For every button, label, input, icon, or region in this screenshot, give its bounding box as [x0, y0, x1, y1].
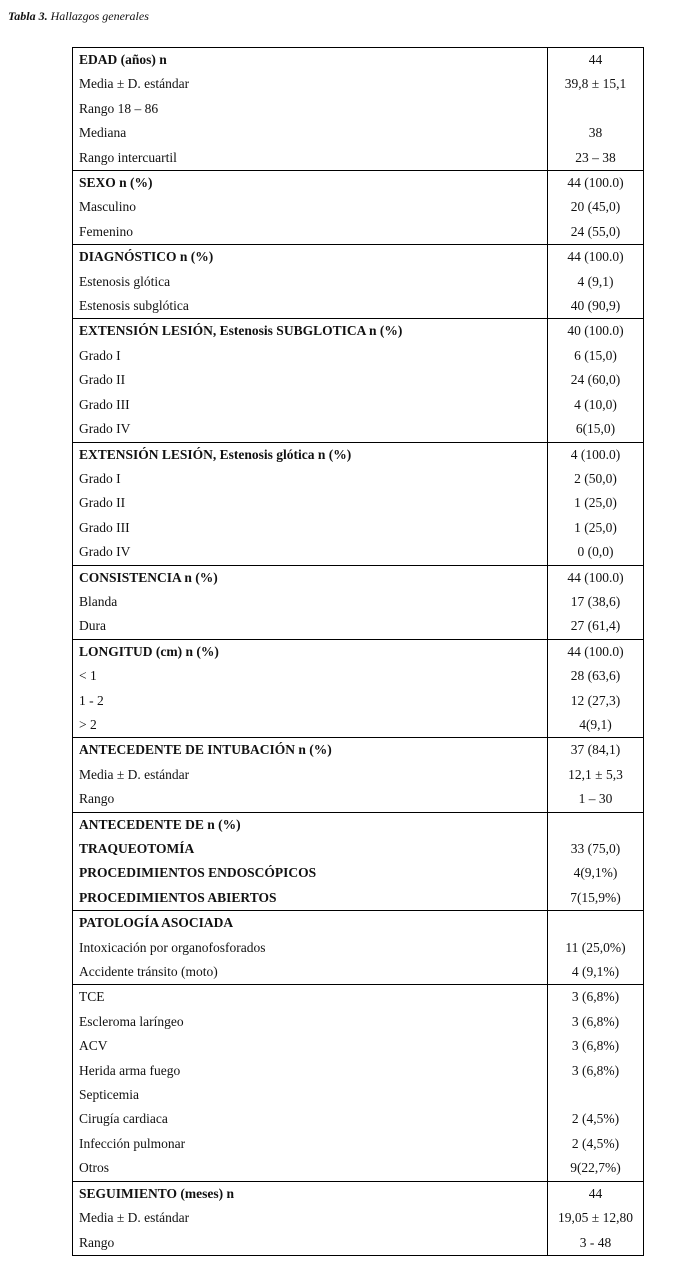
row-label: Intoxicación por organofosforados [79, 939, 266, 955]
row-label: SEXO n (%) [73, 171, 548, 196]
row-value: 37 (84,1) [548, 738, 644, 763]
table-row [73, 1083, 644, 1107]
table-row [73, 1231, 644, 1256]
row-label: EDAD (años) n [79, 52, 167, 67]
row-value: 33 (75,0) [548, 837, 644, 861]
row-value: 4 (100.0) [548, 442, 644, 467]
row-label: Blanda [79, 593, 118, 609]
row-label: Grado IV [79, 544, 131, 560]
row-label: EXTENSIÓN LESIÓN, Estenosis SUBGLOTICA n (%) [73, 319, 548, 344]
row-value: 11 (25,0%) [548, 936, 644, 960]
row-label: DIAGNÓSTICO n (%) [73, 245, 548, 270]
table-row [73, 540, 644, 565]
table-row [73, 1010, 644, 1034]
row-label: Dura [79, 618, 106, 634]
table-row [73, 1132, 644, 1156]
row-value [548, 1083, 644, 1107]
row-value: 1 (25,0) [548, 491, 644, 515]
row-label: Grado III [79, 519, 130, 535]
table-caption [8, 9, 149, 24]
table-row [73, 270, 644, 294]
table-row [73, 146, 644, 171]
row-value: 6 (15,0) [548, 344, 644, 368]
table-row [73, 1156, 644, 1181]
row-value: 3 (6,8%) [548, 1034, 644, 1058]
row-value [548, 812, 644, 837]
table-row [73, 393, 644, 417]
table-row [73, 220, 644, 245]
section-first-row [73, 48, 644, 73]
row-label: Grado II [79, 495, 126, 511]
caption-title: Hallazgos generales [50, 9, 149, 23]
table-row [73, 1059, 644, 1083]
row-value: 12,1 ± 5,3 [548, 763, 644, 787]
row-label: Media ± D. estándar [79, 1210, 190, 1226]
row-label: 1 - 2 [79, 692, 104, 708]
row-value: 4(9,1%) [548, 861, 644, 885]
table-row [73, 936, 644, 960]
table-row [73, 294, 644, 319]
table-row [73, 491, 644, 515]
row-value: 23 – 38 [548, 146, 644, 171]
row-value: 12 (27,3) [548, 689, 644, 713]
row-value [548, 911, 644, 936]
row-value: 4(9,1) [548, 713, 644, 738]
row-label: > 2 [79, 716, 97, 732]
row-label: Media ± D. estándar [79, 76, 190, 92]
row-label: ANTECEDENTE DE n (%) [73, 812, 548, 837]
row-value: 4 (9,1%) [548, 960, 644, 985]
row-label: Herida arma fuego [79, 1062, 181, 1078]
row-value: 3 (6,8%) [548, 1059, 644, 1083]
table-row [73, 344, 644, 368]
table-row [73, 664, 644, 688]
row-label: Masculino [79, 199, 136, 215]
section-first-row [73, 985, 644, 1010]
row-value: 44 (100.0) [548, 245, 644, 270]
table-row [73, 713, 644, 738]
section-first-row [73, 911, 644, 936]
table-row [73, 886, 644, 911]
section-first-row [73, 639, 644, 664]
table-row [73, 614, 644, 639]
section-first-row [73, 1181, 644, 1206]
row-value: 24 (60,0) [548, 368, 644, 392]
row-value: 4 (10,0) [548, 393, 644, 417]
row-label: CONSISTENCIA n (%) [73, 565, 548, 590]
row-value: 2 (4,5%) [548, 1107, 644, 1131]
table-row [73, 960, 644, 985]
table-row [73, 837, 644, 861]
table-row [73, 590, 644, 614]
row-value: 1 (25,0) [548, 516, 644, 540]
row-value: 7(15,9%) [548, 886, 644, 911]
row-label: PROCEDIMIENTOS ABIERTOS [79, 889, 277, 905]
row-label: ANTECEDENTE DE INTUBACIÓN n (%) [73, 738, 548, 763]
table-row [73, 121, 644, 145]
row-label: TCE [73, 985, 548, 1010]
table-row [73, 195, 644, 219]
row-label: Otros [79, 1160, 109, 1176]
table-row [73, 861, 644, 885]
table-row [73, 467, 644, 491]
row-value [548, 97, 644, 121]
row-value: 17 (38,6) [548, 590, 644, 614]
row-label: Rango 18 – 86 [79, 100, 159, 116]
row-label: Estenosis subglótica [79, 298, 189, 314]
section-first-row [73, 319, 644, 344]
row-label: Rango intercuartil [79, 149, 177, 165]
section-first-row [73, 812, 644, 837]
row-label: Rango [79, 791, 115, 807]
row-label: TRAQUEOTOMÍA [79, 841, 195, 856]
table-row [73, 689, 644, 713]
table-row [73, 1034, 644, 1058]
caption-label: Tabla 3. [8, 9, 48, 23]
section-first-row [73, 565, 644, 590]
row-value: 44 [548, 1181, 644, 1206]
row-label: Accidente tránsito (moto) [79, 964, 218, 980]
table-row [73, 787, 644, 812]
row-label: PROCEDIMIENTOS ENDOSCÓPICOS [79, 865, 317, 881]
row-label: < 1 [79, 668, 97, 684]
row-value: 44 (100.0) [548, 171, 644, 196]
row-label: Grado III [79, 396, 130, 412]
row-label: Mediana [79, 125, 127, 141]
section-first-row [73, 442, 644, 467]
row-value: 2 (50,0) [548, 467, 644, 491]
row-value: 38 [548, 121, 644, 145]
findings-table [72, 47, 644, 1256]
row-value: 3 (6,8%) [548, 1010, 644, 1034]
table-row [73, 763, 644, 787]
row-value: 44 (100.0) [548, 565, 644, 590]
row-value: 3 (6,8%) [548, 985, 644, 1010]
row-value: 44 [548, 48, 644, 73]
row-label: Grado II [79, 372, 126, 388]
row-value: 40 (90,9) [548, 294, 644, 319]
row-value: 28 (63,6) [548, 664, 644, 688]
row-label: LONGITUD (cm) n (%) [73, 639, 548, 664]
table-row [73, 417, 644, 442]
row-value: 19,05 ± 12,80 [548, 1206, 644, 1230]
row-label: ACV [79, 1038, 108, 1054]
row-value: 0 (0,0) [548, 540, 644, 565]
row-label: Grado I [79, 470, 121, 486]
row-label: PATOLOGÍA ASOCIADA [73, 911, 548, 936]
section-first-row [73, 245, 644, 270]
row-value: 40 (100.0) [548, 319, 644, 344]
section-first-row [73, 738, 644, 763]
table-row [73, 97, 644, 121]
row-label: SEGUIMIENTO (meses) n [73, 1181, 548, 1206]
row-value: 27 (61,4) [548, 614, 644, 639]
row-label: EXTENSIÓN LESIÓN, Estenosis glótica n (%) [73, 442, 548, 467]
row-value: 6(15,0) [548, 417, 644, 442]
table-row [73, 368, 644, 392]
row-label: Rango [79, 1234, 115, 1250]
row-label: Cirugía cardiaca [79, 1111, 168, 1127]
table-row [73, 516, 644, 540]
row-label: Grado IV [79, 421, 131, 437]
table-row [73, 1206, 644, 1230]
row-value: 20 (45,0) [548, 195, 644, 219]
row-label: Femenino [79, 223, 133, 239]
row-label: Media ± D. estándar [79, 766, 190, 782]
row-label: Infección pulmonar [79, 1135, 186, 1151]
row-label: Estenosis glótica [79, 273, 171, 289]
row-label: Grado I [79, 347, 121, 363]
table-row [73, 72, 644, 96]
section-first-row [73, 171, 644, 196]
row-label: Escleroma laríngeo [79, 1013, 184, 1029]
row-value: 9(22,7%) [548, 1156, 644, 1181]
row-value: 2 (4,5%) [548, 1132, 644, 1156]
row-value: 1 – 30 [548, 787, 644, 812]
row-value: 24 (55,0) [548, 220, 644, 245]
table-row [73, 1107, 644, 1131]
row-value: 4 (9,1) [548, 270, 644, 294]
row-value: 39,8 ± 15,1 [548, 72, 644, 96]
row-label: Septicemia [79, 1087, 139, 1103]
row-value: 3 - 48 [548, 1231, 644, 1256]
row-value: 44 (100.0) [548, 639, 644, 664]
